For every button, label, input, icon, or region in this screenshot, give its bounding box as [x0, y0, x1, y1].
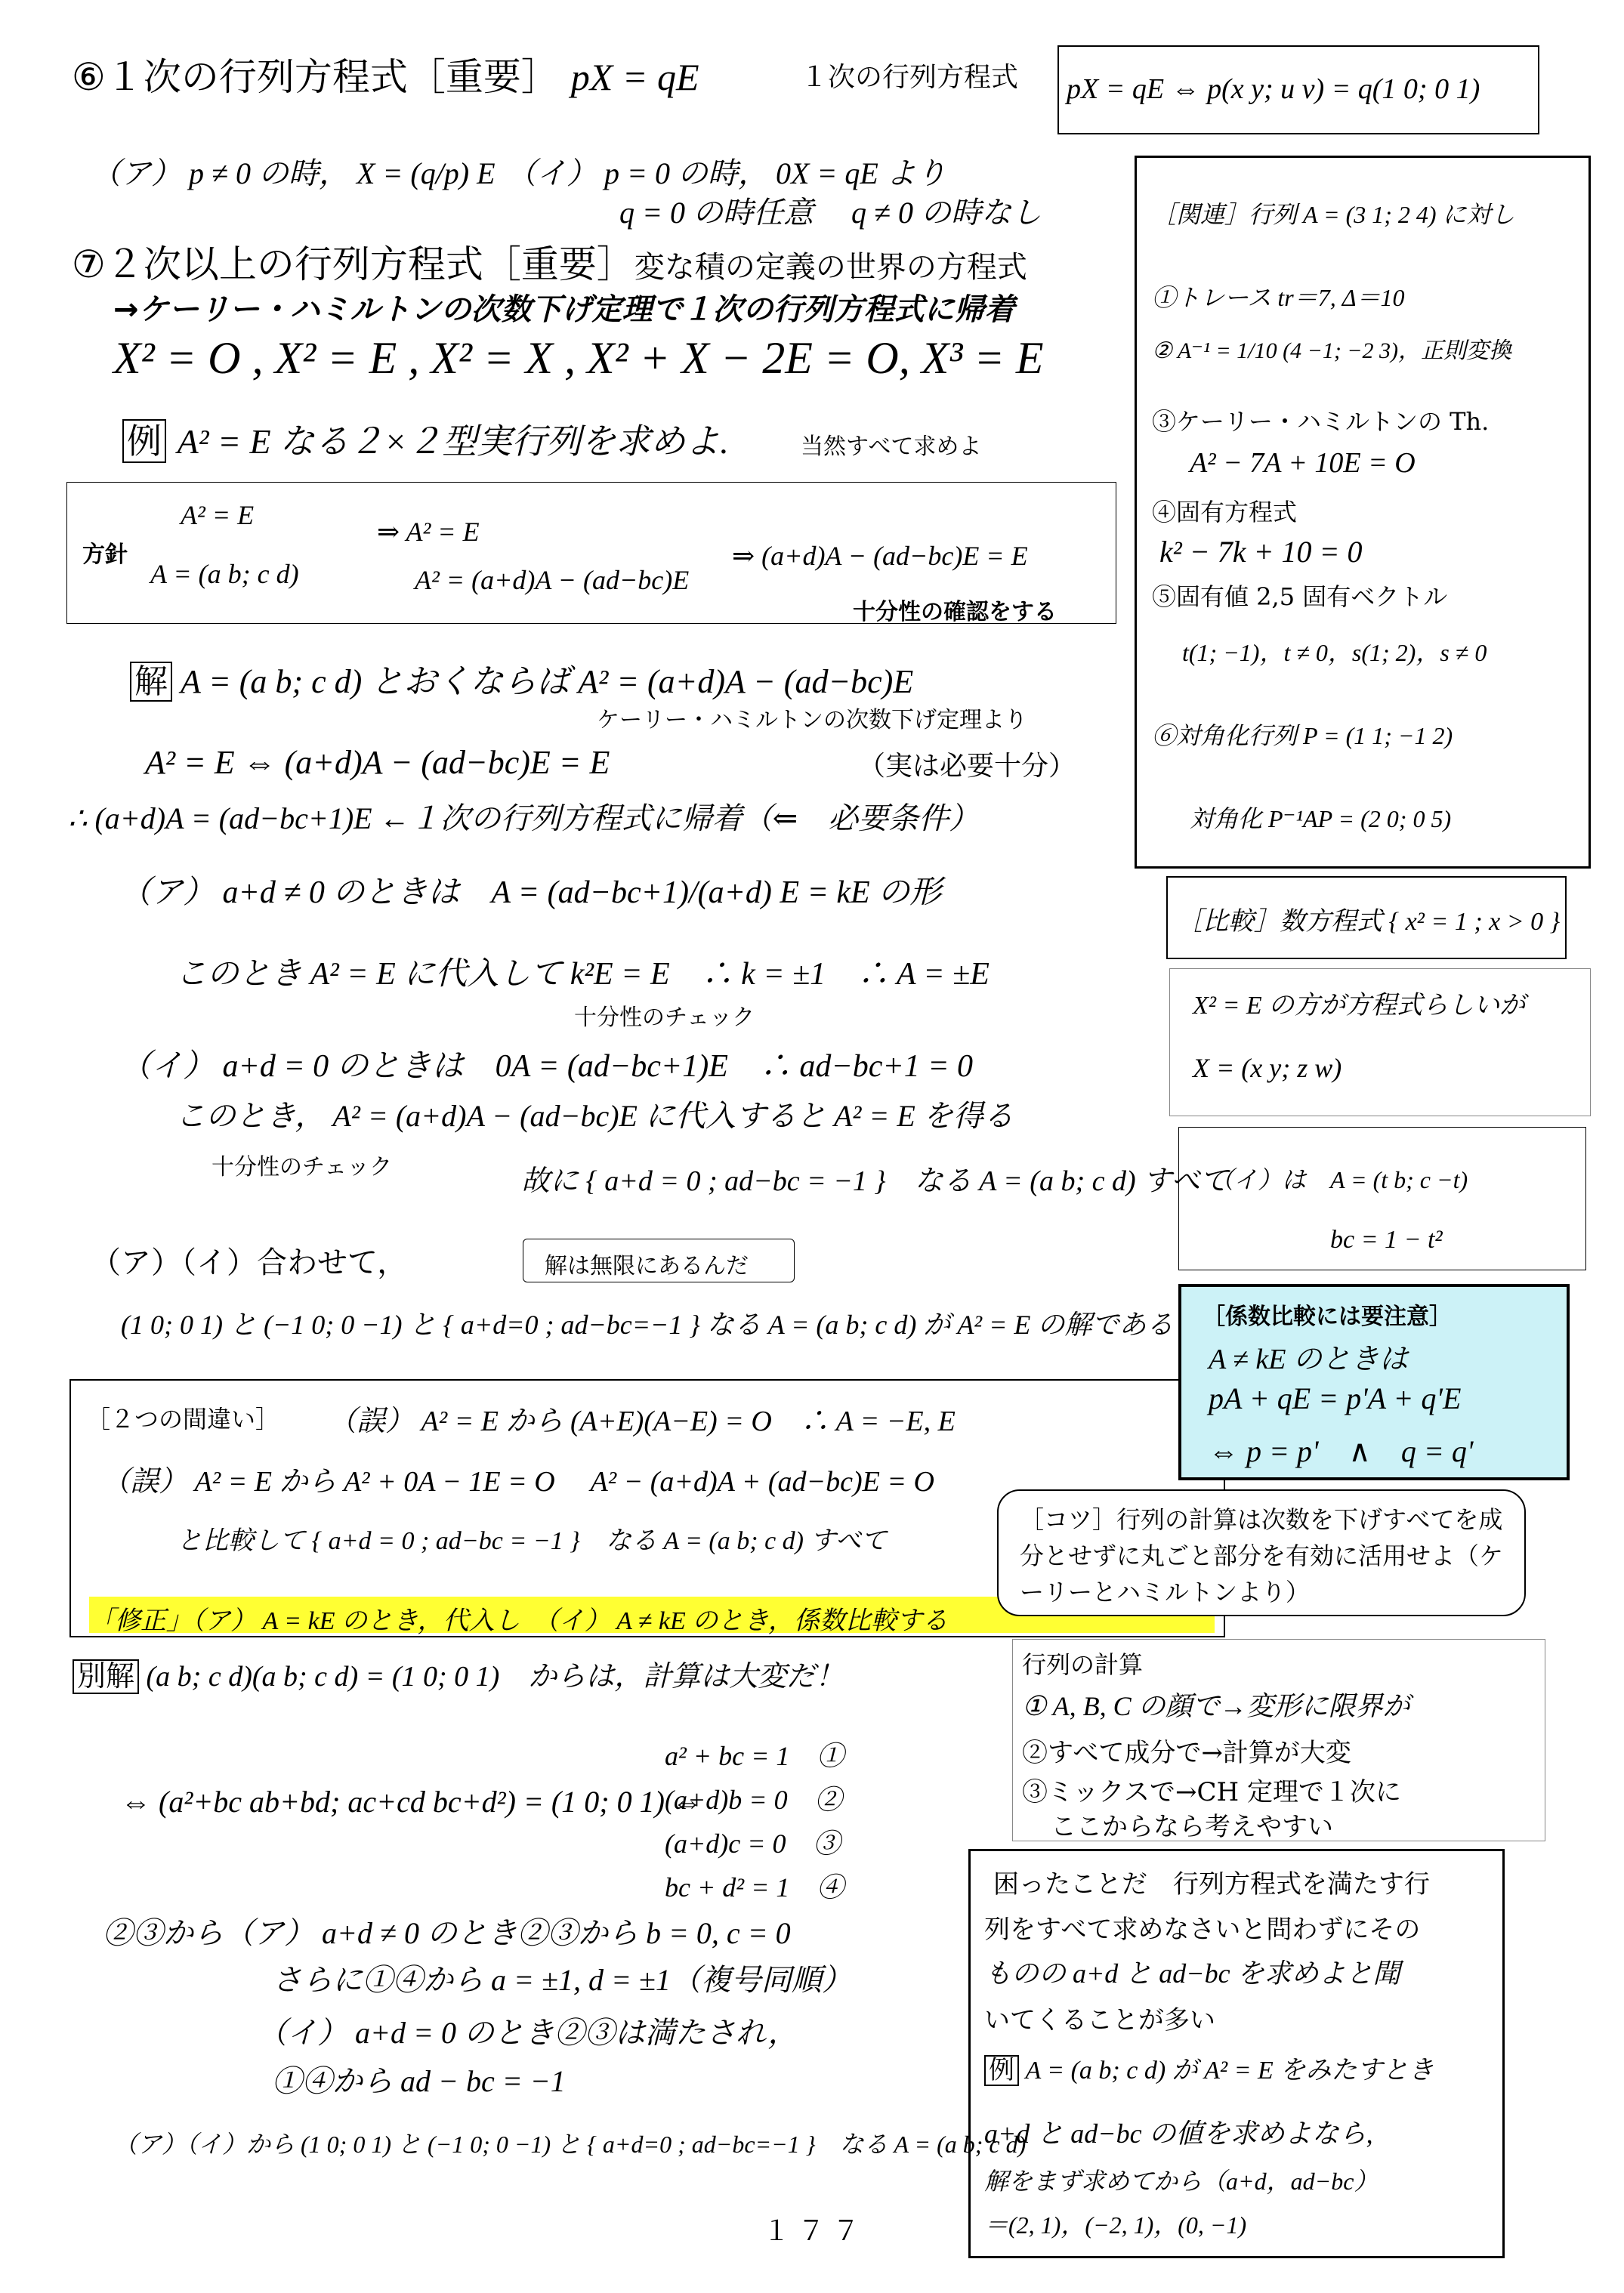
case-b-side-box: （イ）は A = (t b; c −t) bc = 1 − t² [1178, 1127, 1586, 1270]
section6-case-b2: q = 0 の時任意 q ≠ 0 の時なし [619, 196, 1042, 230]
alt-line1: 別解 (a b; c d)(a b; c d) = (1 0; 0 1) からは，計算は大変だ！ [73, 1653, 844, 1694]
trouble-example-tag: 例 [984, 2055, 1019, 2086]
related-box: ［関連］行列 A = (3 1; 2 4) に対し ①トレース tr＝7, Δ＝10 ② A⁻¹ = 1/10 (4 −1; −2 3)，正則変換 ③ケーリー・ハミルトンの Th. A² − 7A + 10E = O ④固有方程式 k² − 7k + 10 = 0 ⑤固有値 2,5 固有ベクトル t(1; −1)，t ≠ 0，s(1; 2)，s ≠ 0 ⑥対角化行列 P = (1 1; −1 2) 対角化 P⁻¹AP = (2 0; 0 5) [1135, 156, 1591, 869]
solution-combined: (1 0; 0 1) と (−1 0; 0 −1) と { a+d=0 ; ad−bc=−1 } なる A = (a b; c d) が A² = E の解である [121, 1304, 1216, 1342]
mistake-1: （誤） A² = E から (A+E)(A−E) = O ∴ A = −E, E [328, 1406, 956, 1437]
tip-bubble: ［コツ］行列の計算は次数を下げすべてを成分とせずに丸ごと部分を有効に活用せよ（ケーリーとハミルトンより） [997, 1489, 1526, 1616]
alt-result4: ①④から ad − bc = −1 [272, 2064, 566, 2098]
section6-case-b: （イ） p = 0 の時， 0X = qE より [506, 156, 946, 190]
alt-equations: a² + bc = 1 ① (a+d)b = 0 ② (a+d)c = 0 ③ bc + d² = 1 ④ [665, 1741, 844, 1903]
mistake-2: （誤） A² = E から A² + 0A − 1E = O A² − (a+d)A + (ad−bc)E = O [101, 1466, 934, 1498]
section6-case-a: （ア） p ≠ 0 の時， X = (q/p) E [91, 156, 496, 190]
compare-note-box: X² = E の方が方程式らしいが X = (x y; z w) [1169, 968, 1591, 1116]
page-number: １７７ [763, 2216, 868, 2247]
alt-result5: （ア）（イ）から (1 0; 0 1) と (−1 0; 0 −1) と { a+d=0 ; ad−bc=−1 } なる A = (a b; c d) [113, 2131, 1027, 2158]
mistakes-title: ［２つの間違い］ [86, 1405, 280, 1434]
policy-box: 方針 A² = E A = (a b; c d) ⇒ A² = E A² = (a+d)A − (ad−bc)E ⇒ (a+d)A − (ad−bc)E = E 十分性の確認をする [66, 482, 1116, 624]
mistake-3: と比較して { a+d = 0 ; ad−bc = −1 } なる A = (a b; c d) すべて [177, 1527, 887, 1555]
solution-line3: ∴ (a+d)A = (ad−bc+1)E ←１次の行列方程式に帰着（⇐ 必要条件） [68, 801, 980, 835]
solution-tag: 解 [130, 662, 172, 702]
section7-subtitle: →ケーリー・ハミルトンの次数下げ定理で１次の行列方程式に帰着 [113, 292, 1015, 327]
alt-tag: 別解 [73, 1659, 139, 1694]
alt-line2: ⇔ (a²+bc ab+bd; ac+cd bc+d²) = (1 0; 0 1) ⇔ [121, 1785, 702, 1819]
solution-case-b3: 故に { a+d = 0 ; ad−bc = −1 } なる A = (a b; c d) すべて [521, 1165, 1229, 1197]
section7-equations: X² = O , X² = E , X² = X , X² + X − 2E = O, X³ = E [113, 333, 1044, 383]
section6-label: １次の行列方程式 [801, 62, 1019, 93]
compare-box: ［比較］数方程式 { x² = 1 ; x > 0 } [1166, 876, 1567, 959]
section7-title: ⑦２次以上の行列方程式［重要］変な積の定義の世界の方程式 [72, 242, 1027, 286]
solution-line1-note: ケーリー・ハミルトンの次数下げ定理より [597, 707, 1027, 733]
calc-box: 行列の計算 ① A, B, C の顔で→変形に限界が ②すべて成分で→計算が大変 ③ミックスで→CH 定理で１次に ここからなら考えやすい [1012, 1639, 1545, 1841]
mistakes-fix-highlight: 「修正」（ア） A = kE のとき，代入し （イ） A ≠ kE のとき，係数比較する [89, 1597, 1215, 1633]
solution-combined-label: （ア）（イ）合わせて， [91, 1245, 408, 1280]
coef-box: ［係数比較には要注意］ A ≠ kE のときは pA + qE = p'A + q'E ⇔ p = p' ∧ q = q' [1178, 1284, 1570, 1480]
example-tag: 例 [122, 419, 166, 463]
solution-case-b2: このとき， A² = (a+d)A − (ad−bc)E に代入すると A² = E を得る [175, 1099, 1014, 1133]
solution-line1: 解 A = (a b; c d) とおくならば A² = (a+d)A − (ad−bc)E [130, 654, 913, 702]
example-note: 当然すべて求めよ [801, 434, 982, 460]
section6-title: ⑥１次の行列方程式［重要］ pX = qE [72, 55, 699, 99]
solution-case-a-note: 十分性のチェック [574, 1005, 755, 1031]
alt-result3: （イ） a+d = 0 のとき②③は満たされ， [257, 2016, 798, 2050]
solution-case-b-note: 十分性のチェック [211, 1154, 393, 1180]
solution-case-b1: （イ） a+d = 0 のときは 0A = (ad−bc+1)E ∴ ad−bc+1 = 0 [119, 1049, 974, 1084]
solution-line2-note: （実は必要十分） [858, 751, 1076, 782]
alt-result2: さらに①④から a = ±1, d = ±1（複号同順） [272, 1963, 852, 1997]
solution-case-a2: このとき A² = E に代入して k²E = E ∴ k = ±1 ∴ A = ±E [175, 957, 990, 992]
trouble-box: 困ったことだ 行列方程式を満たす行 列をすべて求めなさいと問わずにその ものの a+d と ad−bc を求めよと聞 いてくることが多い 例 A = (a b; c d) が A² = E をみたすとき a+d と ad−bc の値を求めよなら, 解をまず求めてから（a+d，ad−bc） ＝(2, 1)，(−2, 1)，(0, −1) [968, 1849, 1505, 2258]
example-problem: 例 A² = E なる２×２型実行列を求めよ. [122, 414, 729, 464]
section6-box: pX = qE ⇔ p(x y; u v) = q(1 0; 0 1) [1057, 45, 1539, 134]
alt-result1: ②③から（ア） a+d ≠ 0 のとき②③から b = 0, c = 0 [103, 1916, 791, 1950]
solution-case-a1: （ア） a+d ≠ 0 のときは A = (ad−bc+1)/(a+d) E = kE の形 [119, 875, 942, 910]
solution-line2: A² = E ⇔ (a+d)A − (ad−bc)E = E [145, 744, 610, 781]
solution-bubble: 解は無限にあるんだ [523, 1239, 795, 1282]
